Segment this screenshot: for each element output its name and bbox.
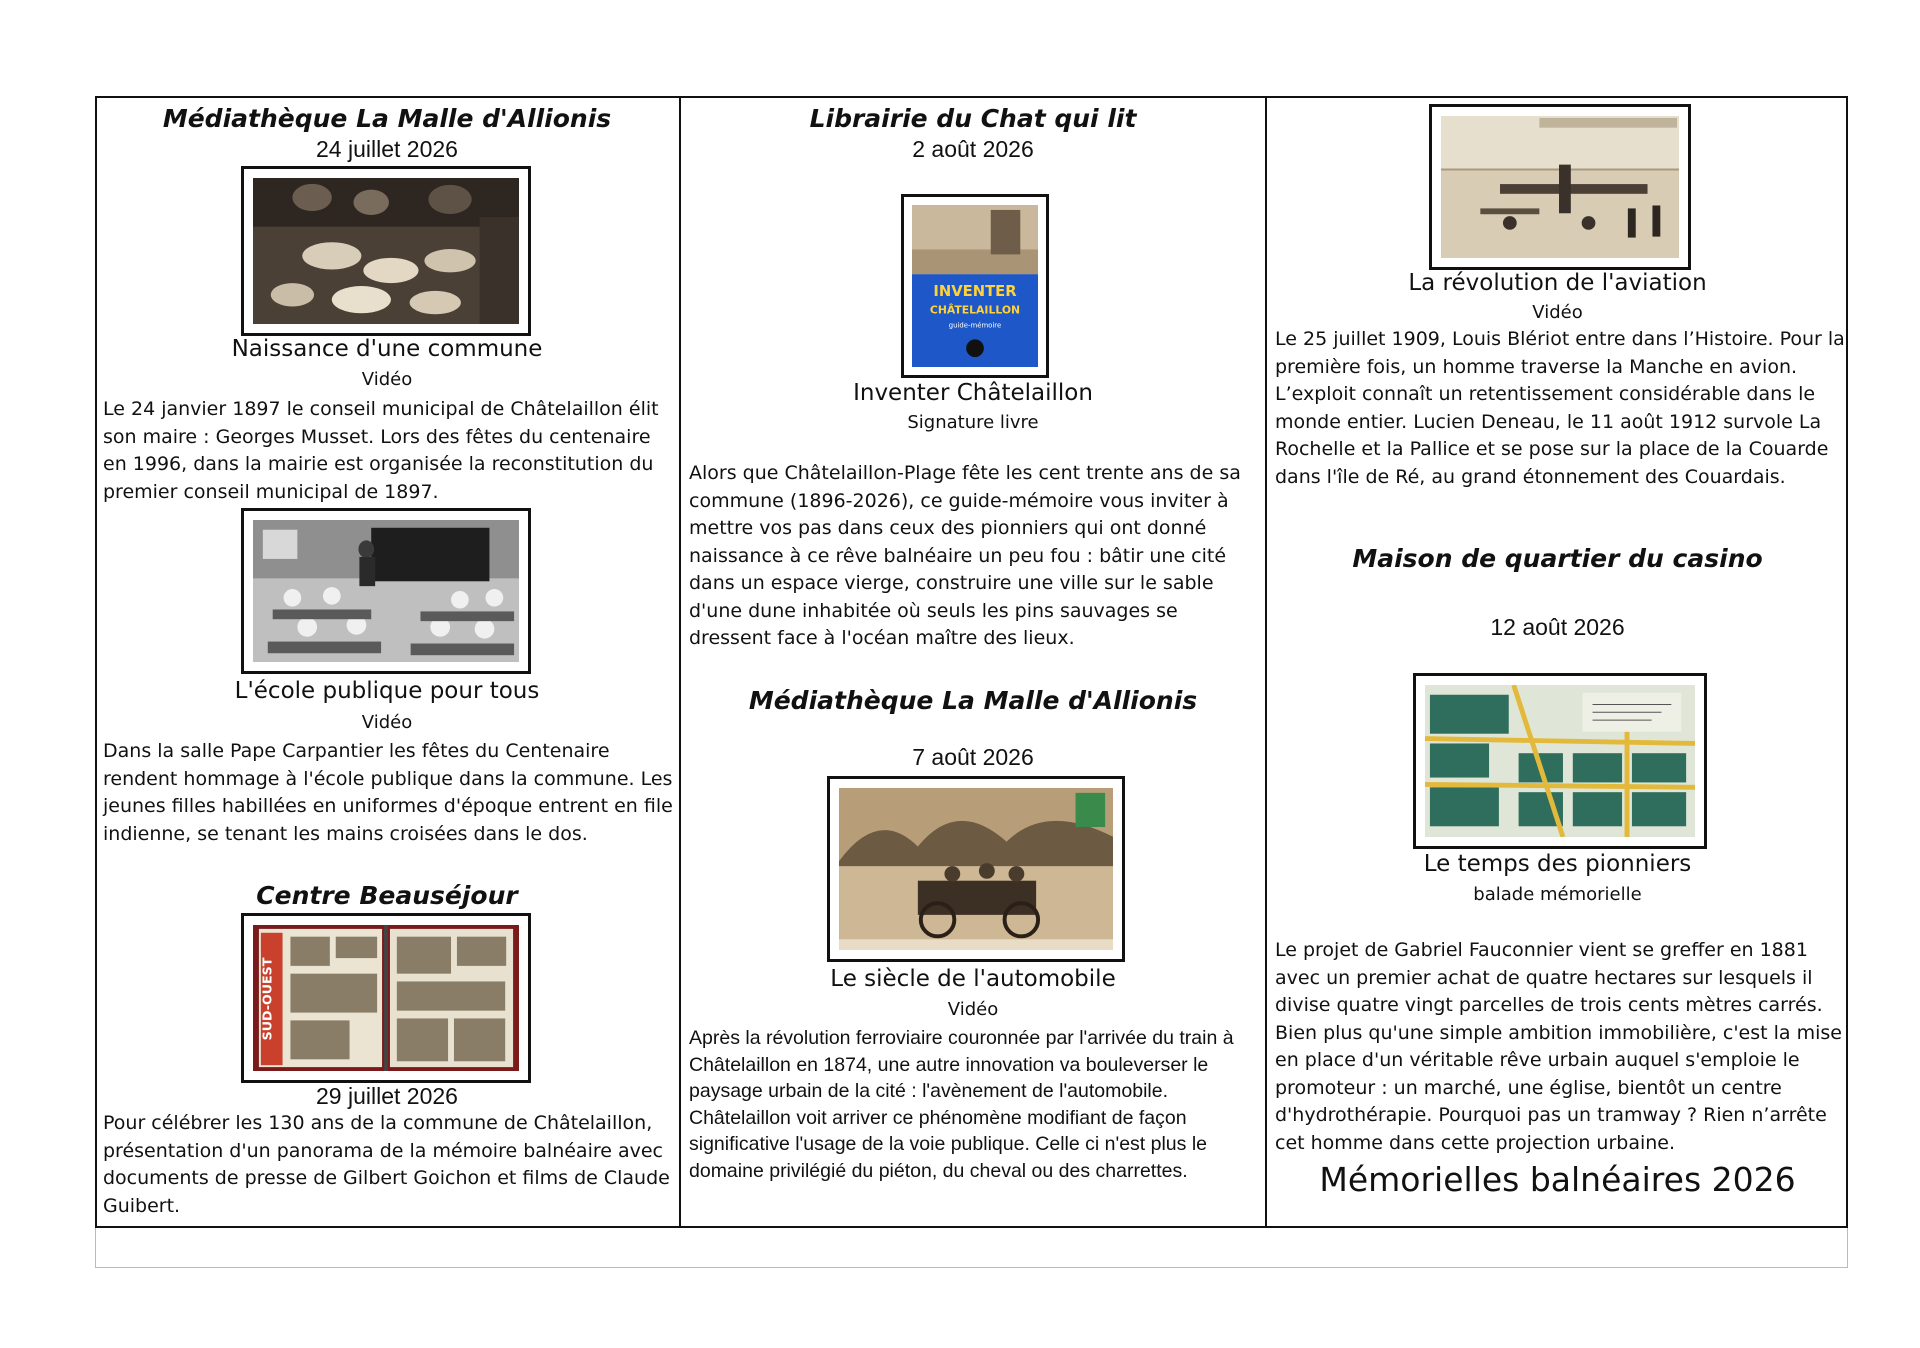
- event-description: Après la révolution ferroviaire couronnée par l'arrivée du train à Châtelaillon en 1874, une autre innovation va bouleverser le paysage urbain de la cité : l'avènement de l'automobile. Châtelaillon voit arriver ce phénomène modifiant de façon significative l'usage de la voie publique. Celle ci n'est plus le domaine privilégié du piéton, du cheval ou des charrettes.: [689, 1027, 1234, 1182]
- automobile-postcard: [827, 776, 1125, 962]
- event-title: L'école publique pour tous: [234, 678, 540, 704]
- album-cover-label: SUD-OUEST: [260, 957, 276, 1041]
- event-title: La révolution de l'aviation: [1408, 270, 1707, 296]
- venue-title: Maison de quartier du casino: [1352, 544, 1763, 573]
- event-format: Signature livre: [907, 412, 1039, 433]
- classroom-photo: [241, 508, 531, 674]
- table-footer-row: [95, 1228, 1848, 1268]
- event-format: Vidéo: [361, 369, 413, 390]
- event-description: Le projet de Gabriel Fauconnier vient se greffer en 1881 avec un premier achat de quatre hectares sur lesquels il divise quatre vingt parcelles de trois cents mètres carrés. Bien plus qu'une simple ambition immobilière, c'est la mise en place d'un véritable rêve urbain auquel s'emploie le promoteur : un marché, une église, bientôt un centre d'hydrothérapie. Pourquoi pas un tramway ? Rien n’arrête cet homme dans cette projection urbaine.: [1275, 939, 1842, 1154]
- event-date: 7 août 2026: [912, 744, 1034, 770]
- event-description: Pour célébrer les 130 ans de la commune de Châtelaillon, présentation d'un panorama de la mémoire balnéaire avec documents de presse de Gilbert Goichon et films de Claude Guibert.: [103, 1112, 670, 1217]
- event-date: 12 août 2026: [1490, 614, 1625, 640]
- event-title: Le temps des pionniers: [1423, 851, 1692, 877]
- event-description: Le 24 janvier 1897 le conseil municipal de Châtelaillon élit son maire : Georges Musset. Lors des fêtes du centenaire en 1996, dans la mairie est organisée la reconstitution du premier conseil municipal de 1897.: [103, 398, 659, 503]
- book-cover: [901, 194, 1049, 378]
- program-footer-title: Mémorielles balnéaires 2026: [1319, 1160, 1796, 1199]
- column-2: [679, 96, 1265, 1228]
- event-title: Inventer Châtelaillon: [853, 380, 1093, 406]
- venue-title: Librairie du Chat qui lit: [809, 104, 1137, 133]
- council-photo: [241, 166, 531, 336]
- aviation-postcard: [1429, 104, 1691, 270]
- event-title: Naissance d'une commune: [231, 336, 543, 362]
- press-album-photo: [241, 913, 531, 1083]
- book-cover-subtitle: CHÂTELAILLON: [929, 303, 1021, 317]
- town-plan-map: [1413, 673, 1707, 849]
- book-cover-title: INVENTER: [933, 282, 1017, 300]
- event-date: 29 juillet 2026: [316, 1083, 458, 1109]
- event-date: 24 juillet 2026: [316, 136, 458, 162]
- book-cover-tagline: guide-mémoire: [948, 321, 1002, 330]
- book-cover-emblem: [966, 339, 984, 357]
- event-title: Le siècle de l'automobile: [830, 966, 1116, 992]
- venue-title: Médiathèque La Malle d'Allionis: [162, 104, 612, 133]
- event-format: Vidéo: [947, 999, 999, 1020]
- event-description: Le 25 juillet 1909, Louis Blériot entre dans l’Histoire. Pour la première fois, un homme traverse la Manche en avion. L’exploit connaît un retentissement considérable dans le monde entier. Lucien Deneau, le 11 août 1912 survole La Rochelle et la Pallice et se pose sur la place de la Couarde dans l'île de Ré, au grand étonnement des Couardais.: [1275, 328, 1845, 488]
- event-date: 2 août 2026: [912, 136, 1034, 162]
- column-1: [95, 96, 679, 1228]
- column-3: [1265, 96, 1848, 1228]
- event-format: Vidéo: [1532, 302, 1583, 323]
- event-description: Alors que Châtelaillon-Plage fête les cent trente ans de sa commune (1896-2026), ce guide-mémoire vous inviter à mettre vos pas dans ceux des pionniers qui ont donné naissance à ce rêve balnéaire un peu fou : bâtir une cité dans un espace vierge, construire une ville sur le sable d'une dune inhabitée où seuls les pins sauvages se dressent face à l'océan maître des lieux.: [689, 462, 1241, 649]
- venue-title: Centre Beauséjour: [256, 881, 518, 910]
- event-format: Vidéo: [361, 712, 413, 733]
- venue-title: Médiathèque La Malle d'Allionis: [748, 686, 1198, 715]
- event-format: balade mémorielle: [1473, 884, 1642, 905]
- event-description: Dans la salle Pape Carpantier les fêtes du Centenaire rendent hommage à l'école publique dans la commune. Les jeunes filles habillées en uniformes d'époque entrent en file indienne, se tenant les mains croisées dans le dos.: [103, 740, 673, 845]
